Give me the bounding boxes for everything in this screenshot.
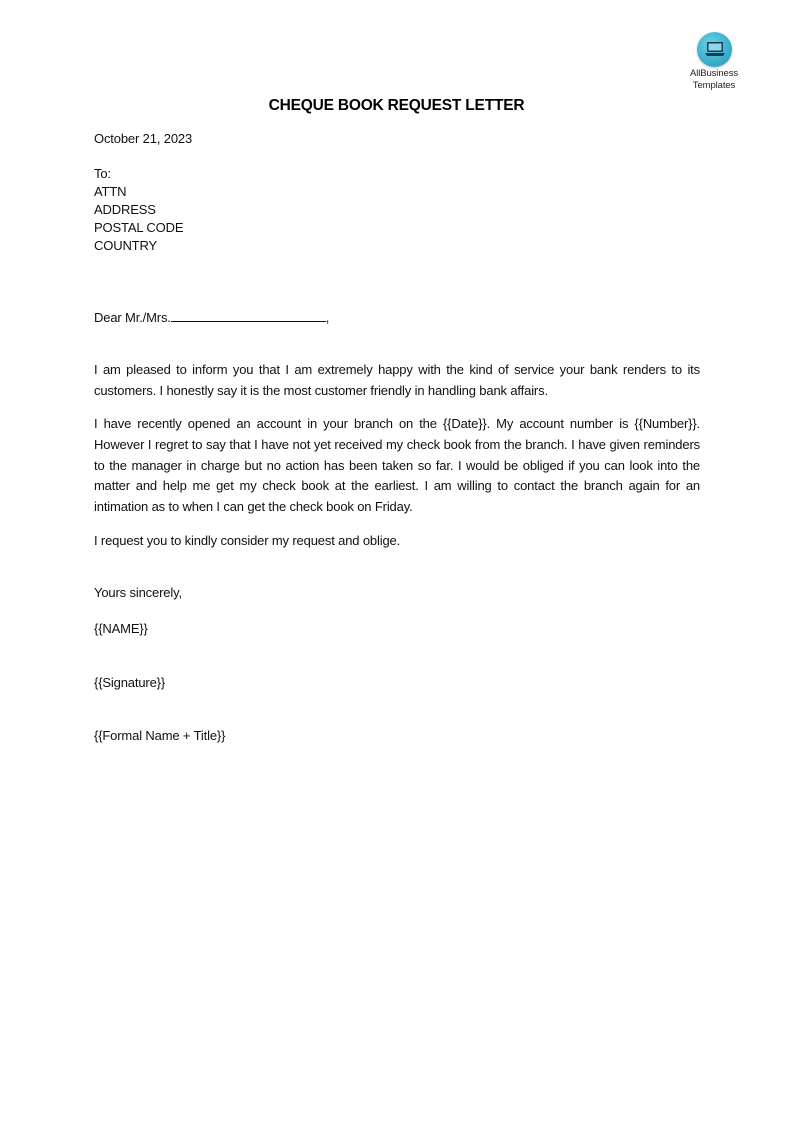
sender-name: {{NAME}} bbox=[94, 621, 148, 636]
logo-text-line1: AllBusiness bbox=[689, 68, 738, 79]
body-paragraph-1: I am pleased to inform you that I am extremely happy with the kind of service your bank renders to its customers. I honestly say it is the most customer friendly in handling bank affairs. bbox=[94, 362, 700, 398]
body-paragraph-3: I request you to kindly consider my request and oblige. bbox=[94, 533, 401, 548]
letter-title: CHEQUE BOOK REQUEST LETTER bbox=[268, 97, 525, 114]
sender-formal-name: {{Formal Name + Title}} bbox=[94, 728, 226, 743]
address-postal-code: POSTAL CODE bbox=[94, 220, 184, 235]
logo-text-line2: Templates bbox=[692, 80, 736, 91]
laptop-icon bbox=[697, 32, 732, 67]
sender-signature: {{Signature}} bbox=[94, 675, 166, 690]
recipient-name-blank bbox=[171, 309, 326, 322]
sign-off: Yours sincerely, bbox=[94, 585, 182, 600]
body-paragraph-2: I have recently opened an account in your branch on the {{Date}}. My account number is {{Number}}. However I regret to say that I have not yet received my check book from the branch. I have given reminders to the manager in charge but no action has been taken so far. I would be obliged if you can look into the matter and help me get my check book at the earliest. I am willing to contact the branch again for an intimation as to when I can get the check book on Friday. bbox=[94, 416, 700, 515]
letter-date: October 21, 2023 bbox=[94, 131, 193, 146]
allbusiness-logo bbox=[680, 32, 748, 91]
address-country: COUNTRY bbox=[94, 238, 157, 253]
salutation bbox=[94, 309, 329, 327]
salutation-prefix: Dear Mr./Mrs. bbox=[94, 310, 171, 325]
address-attn: ATTN bbox=[94, 184, 127, 199]
address-to: To: bbox=[94, 166, 111, 181]
salutation-suffix: , bbox=[325, 310, 330, 325]
address-address: ADDRESS bbox=[94, 202, 156, 217]
